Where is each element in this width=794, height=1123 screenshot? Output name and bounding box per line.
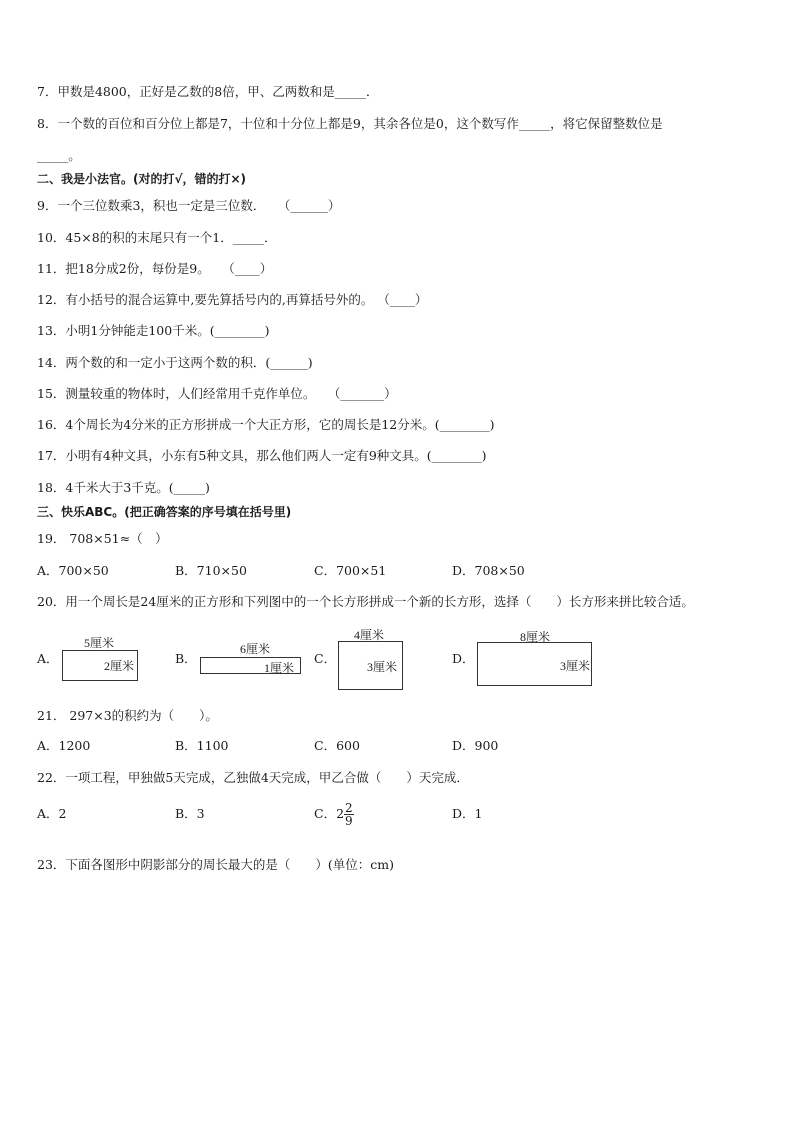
figure-d-label: D． [452,651,475,666]
figure-b-label: B． [175,651,197,666]
question-13: 13．小明1分钟能走100千米。(________) [37,323,270,338]
question-7: 7．甲数是4800，正好是乙数的8倍，甲、乙两数和是_____． [37,84,379,99]
section-3-title: 三、快乐ABC。(把正确答案的序号填在括号里) [37,505,292,519]
figure-d-width: 8厘米 [520,630,551,644]
q19-option-c: C．700×51 [314,563,387,578]
fraction-numerator: 2 [345,801,353,815]
q22-option-b: B．3 [175,806,205,821]
question-23: 23．下面各图形中阴影部分的周长最大的是（ ）(单位：cm) [37,857,395,872]
question-18: 18．4千米大于3千克。(_____) [37,480,210,495]
figure-c-label: C． [314,651,337,666]
fraction-denominator: 9 [345,814,353,828]
q21-option-c: C．600 [314,738,360,753]
question-8-line1: 8．一个数的百位和百分位上都是7，十位和十分位上都是9，其余各位是0，这个数写作_____，将它保留整数位是 [37,116,663,131]
question-14: 14．两个数的和一定小于这两个数的积．(______) [37,355,313,370]
mixed-fraction [344,802,354,827]
q21-option-b: B．1100 [175,738,229,753]
question-20: 20．用一个周长是24厘米的正方形和下列图中的一个长方形拼成一个新的长方形，选择（ ）长方形来拼比较合适。 [37,594,694,609]
q22-option-c [314,798,354,830]
figure-c-width: 4厘米 [354,628,385,642]
question-21: 21． 297×3的积约为（ ）。 [37,708,218,723]
question-12: 12．有小括号的混合运算中,要先算括号内的,再算括号外的。 （____） [37,292,428,307]
figure-b-width: 6厘米 [240,642,271,656]
figure-c-height: 3厘米 [367,660,398,674]
figure-a-label: A． [37,651,59,666]
question-10: 10．45×8的积的末尾只有一个1．_____． [37,230,277,245]
figure-a-height: 2厘米 [104,659,135,673]
section-2-title: 二、我是小法官。(对的打√，错的打×) [37,172,247,186]
q22-option-c-prefix: C．2 [314,806,345,821]
question-11: 11．把18分成2份，每份是9。 （____） [37,261,273,276]
q19-option-d: D．708×50 [452,563,525,578]
question-8-line2: _____。 [37,148,81,163]
figure-b-height: 1厘米 [264,661,295,675]
question-9: 9．一个三位数乘3，积也一定是三位数． （______） [37,198,341,213]
figure-d-height: 3厘米 [560,659,591,673]
q21-option-d: D．900 [452,738,499,753]
question-16: 16．4个周长为4分米的正方形拼成一个大正方形，它的周长是12分米。(________) [37,417,495,432]
q22-option-a: A．2 [37,806,67,821]
question-17: 17．小明有4种文具，小东有5种文具，那么他们两人一定有9种文具。(________) [37,448,487,463]
figure-a-width: 5厘米 [84,636,115,650]
q19-option-b: B．710×50 [175,563,247,578]
q19-option-a: A．700×50 [37,563,109,578]
question-19: 19． 708×51≈（ ） [37,531,168,546]
q22-option-d: D．1 [452,806,483,821]
question-15: 15．测量较重的物体时，人们经常用千克作单位。 （_______） [37,386,397,401]
question-22: 22．一项工程，甲独做5天完成，乙独做4天完成，甲乙合做（ ）天完成． [37,770,469,785]
q21-option-a: A．1200 [37,738,91,753]
